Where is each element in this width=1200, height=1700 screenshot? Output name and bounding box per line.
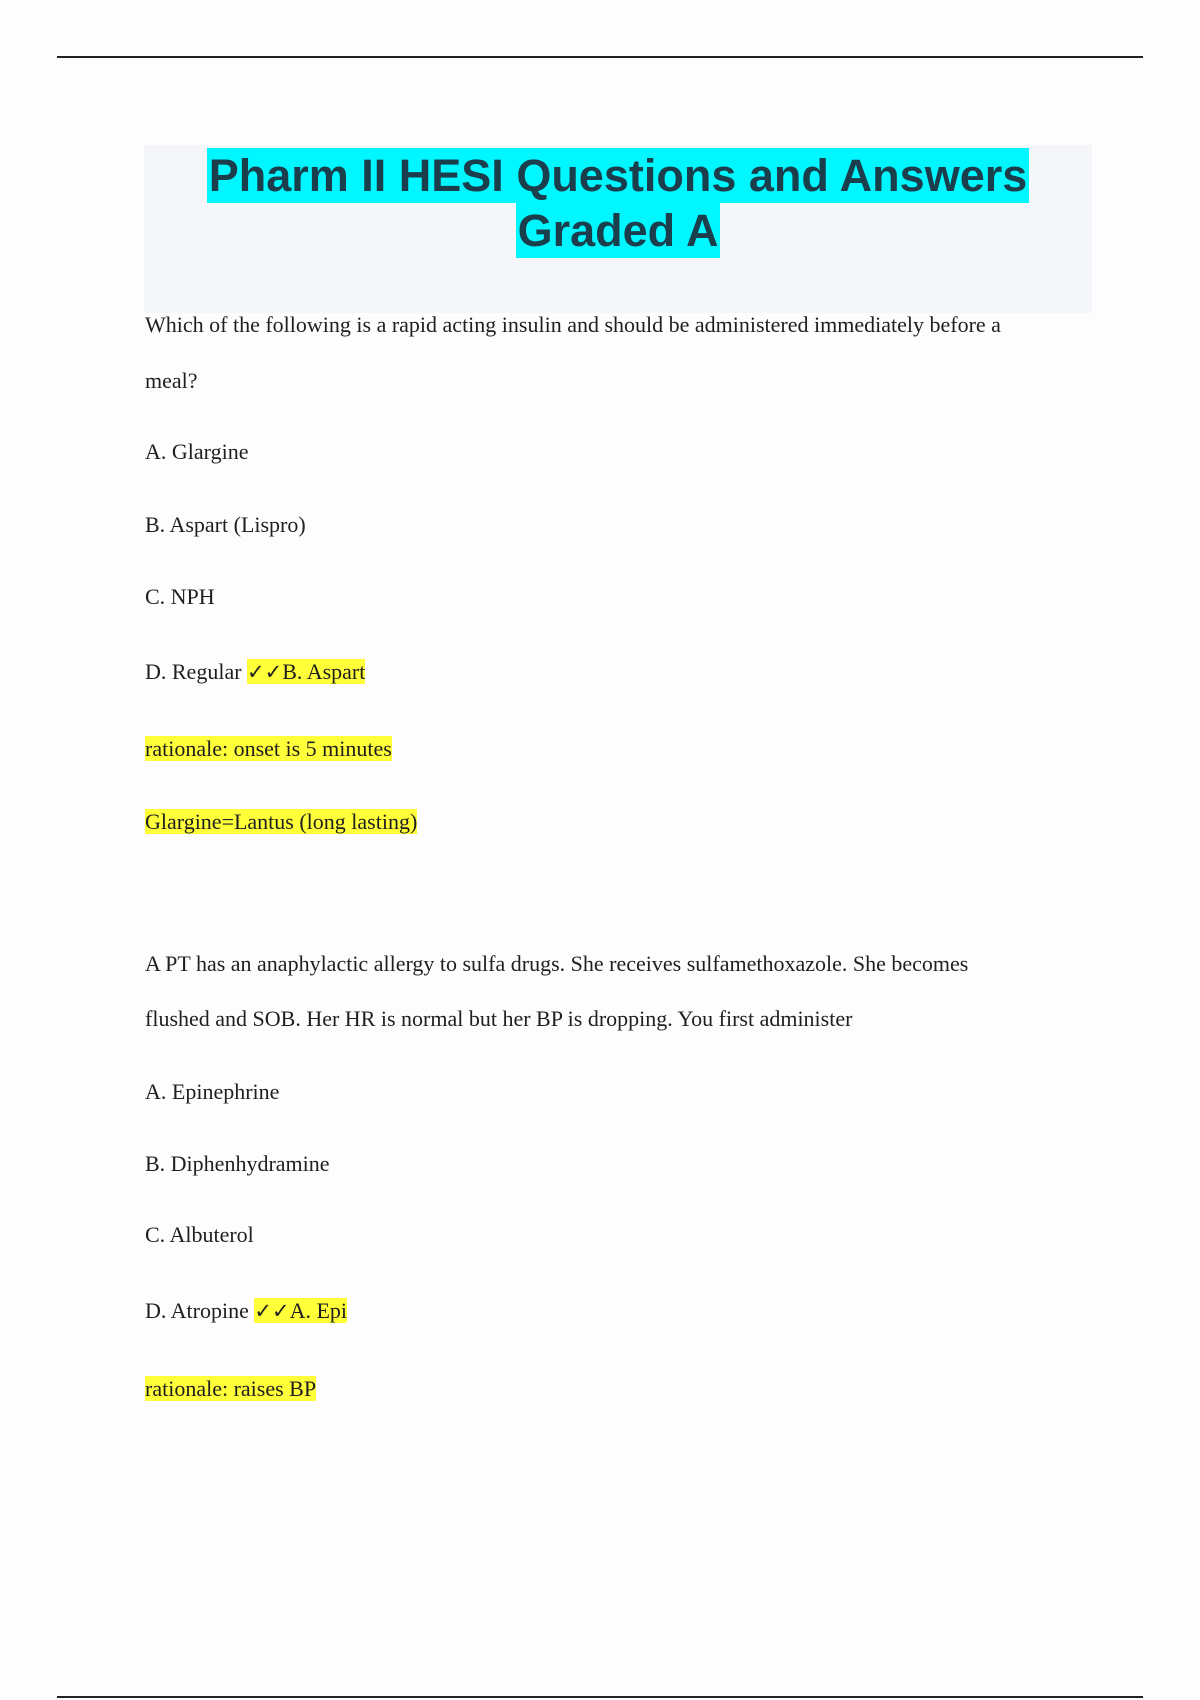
question-2-option-d: D. Atropine: [145, 1298, 249, 1323]
question-2-option-c: C. Albuterol: [145, 1222, 254, 1247]
footer-rule: [57, 1696, 1143, 1698]
title-block: [144, 145, 1092, 313]
header-rule: [57, 56, 1143, 58]
question-2-stem-line-1: A PT has an anaphylactic allergy to sulfa drugs. She receives sulfamethoxazole. She becomes: [145, 951, 969, 976]
question-1-rationale-line: [145, 735, 392, 763]
question-1-option-d-line: [145, 658, 365, 686]
document-title-line-2: Graded A: [517, 205, 719, 256]
check-mark-icon: ✓✓: [247, 660, 283, 684]
question-2-option-b: B. Diphenhydramine: [145, 1151, 330, 1176]
question-1-note: Glargine=Lantus (long lasting): [145, 809, 418, 834]
question-1-rationale: rationale: onset is 5 minutes: [145, 736, 392, 761]
question-1-note-line: [145, 808, 417, 836]
question-2-rationale-line: [145, 1375, 316, 1403]
question-2-answer-highlight: [254, 1298, 347, 1323]
check-mark-icon: ✓✓: [254, 1299, 290, 1323]
question-1-stem-line-1: Which of the following is a rapid acting insulin and should be administered immediately before a: [145, 312, 1001, 337]
question-1-option-d: D. Regular: [145, 659, 242, 684]
question-2-answer: A. Epi: [289, 1298, 348, 1323]
question-1-answer-highlight: [247, 659, 365, 684]
question-1-answer: B. Aspart: [282, 659, 366, 684]
question-2-option-d-line: [145, 1297, 347, 1325]
question-1-option-a: A. Glargine: [145, 439, 249, 464]
question-1-option-c: C. NPH: [145, 584, 215, 609]
question-2-option-a: A. Epinephrine: [145, 1079, 280, 1104]
document-title-line-1: Pharm II HESI Questions and Answers: [208, 150, 1028, 201]
question-1-stem-line-2: meal?: [145, 368, 198, 393]
question-2-rationale: rationale: raises BP: [145, 1376, 317, 1401]
question-1-option-b: B. Aspart (Lispro): [145, 512, 306, 537]
question-2-stem-line-2: flushed and SOB. Her HR is normal but her BP is dropping. You first administer: [145, 1006, 853, 1031]
